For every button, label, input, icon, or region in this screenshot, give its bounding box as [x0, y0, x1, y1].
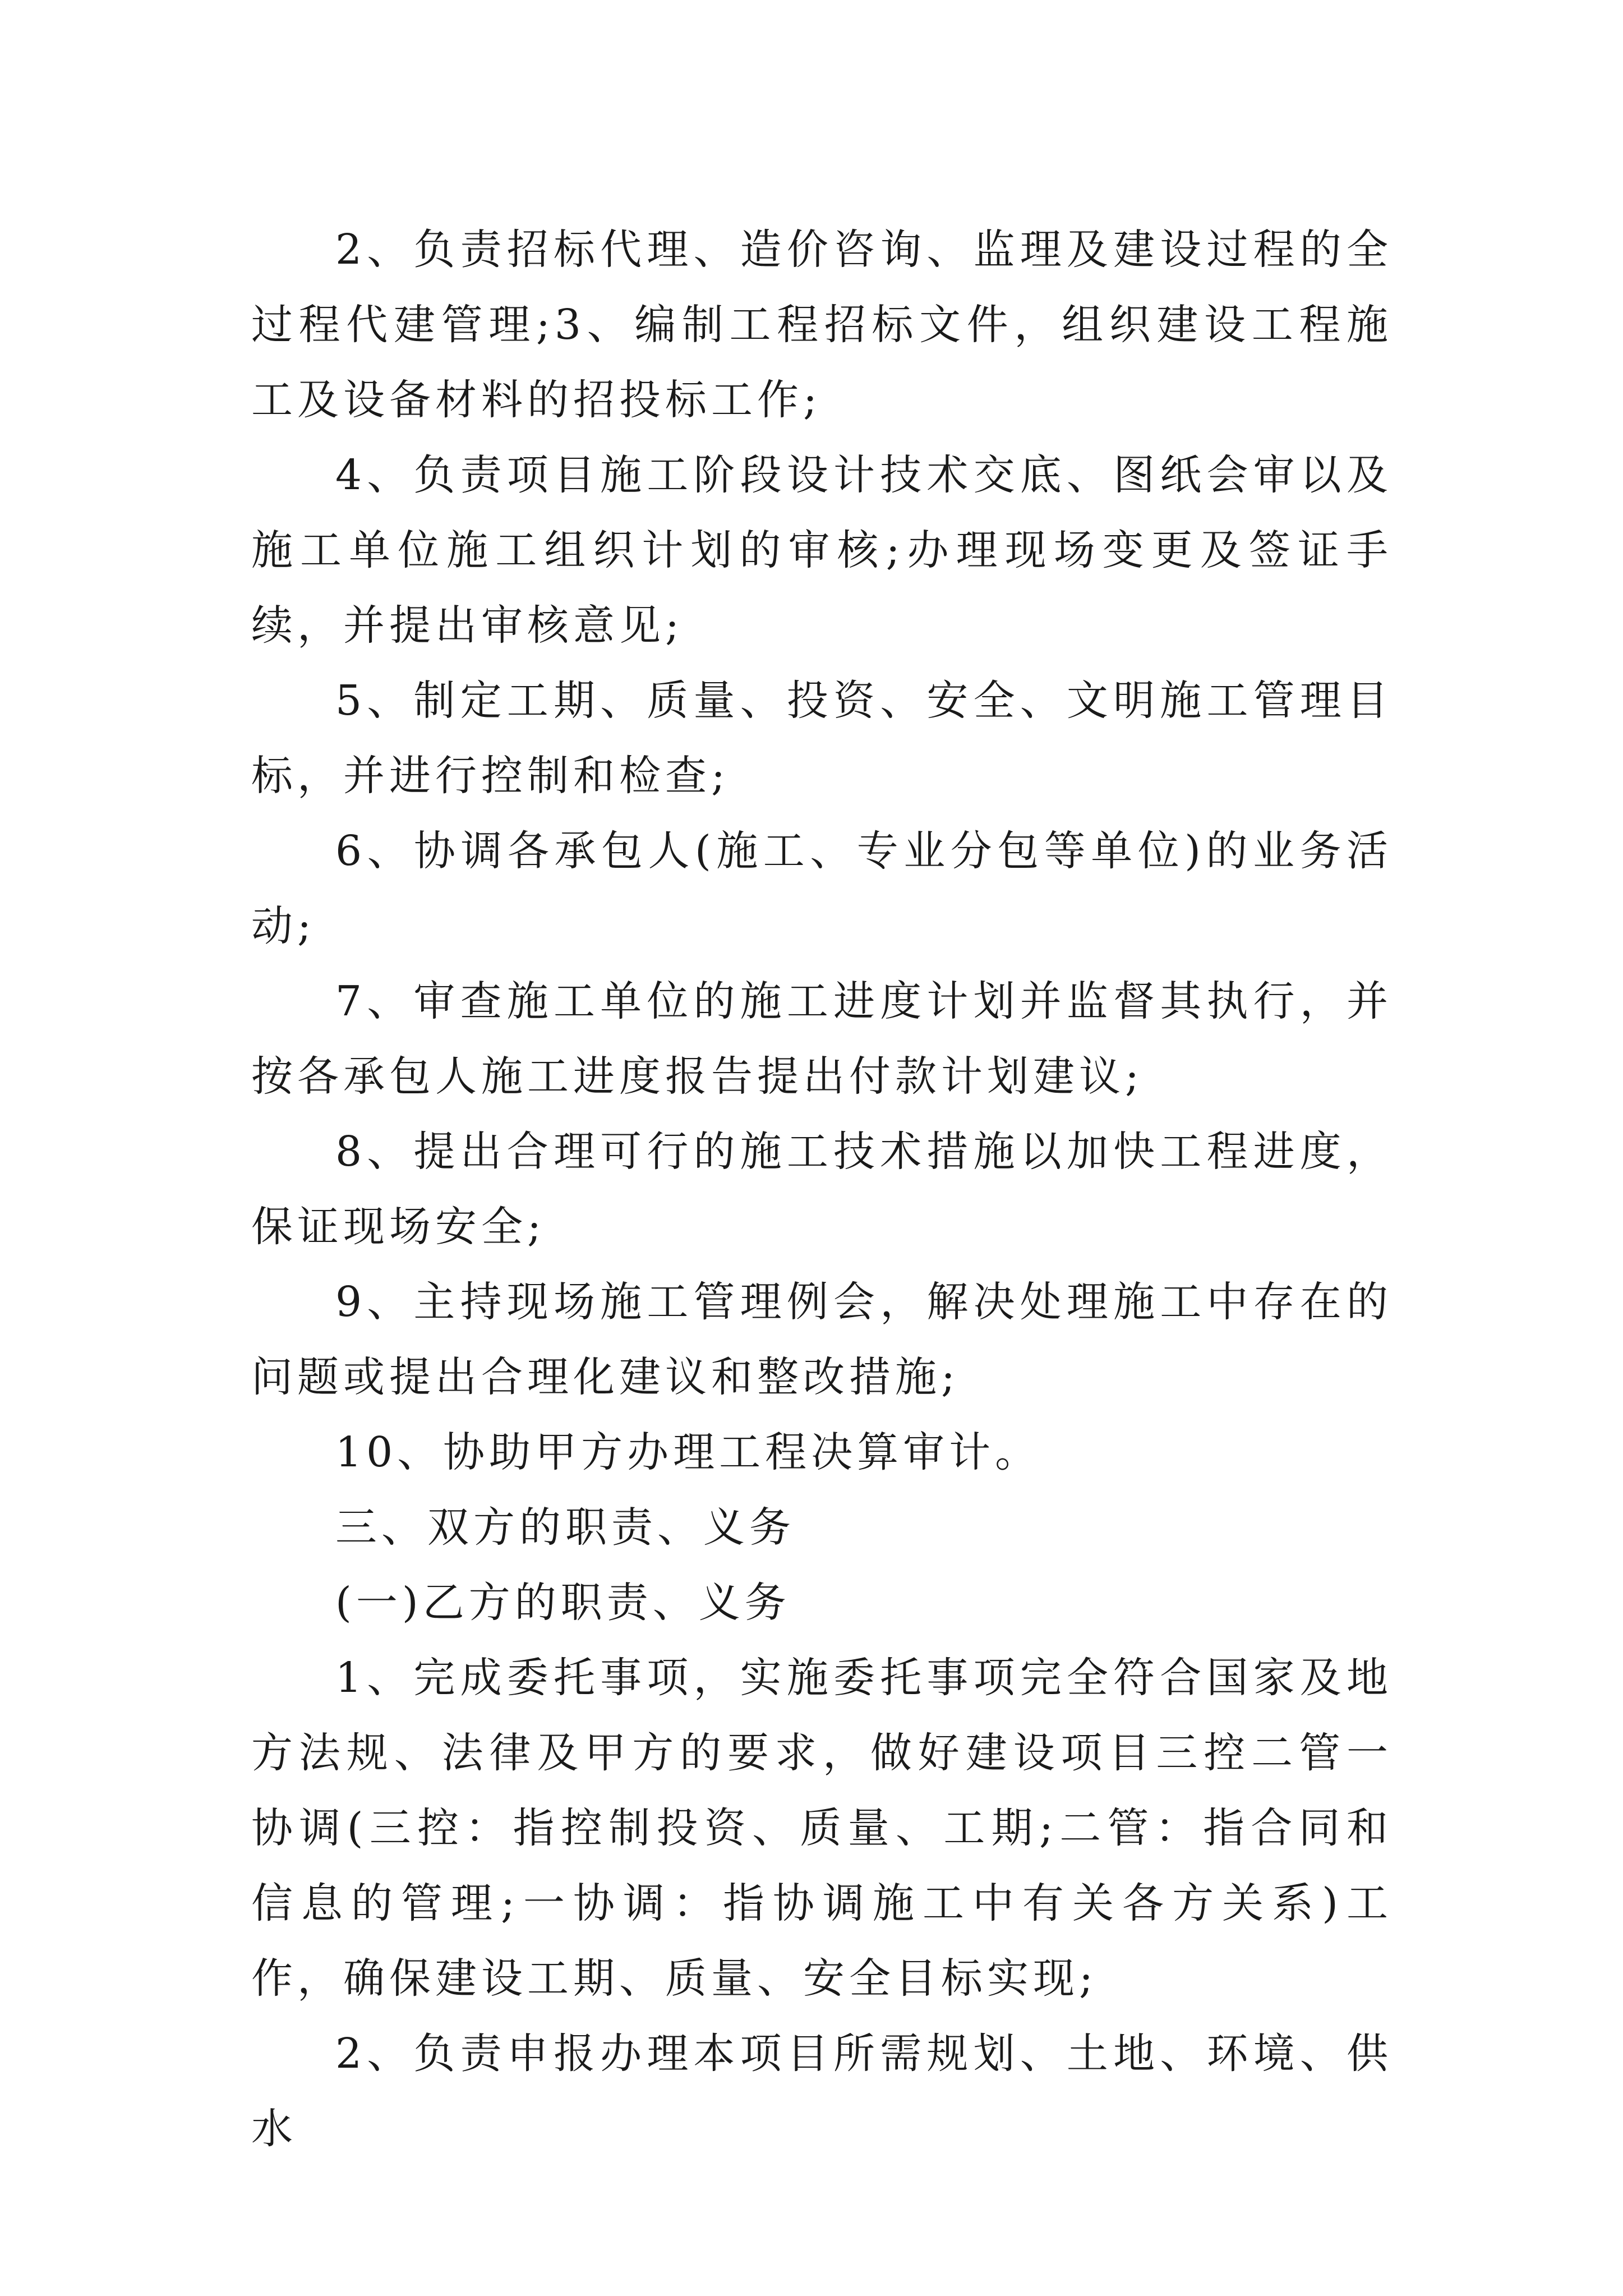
paragraph-item-5: 5、制定工期、质量、投资、安全、文明施工管理目标，并进行控制和检查; — [251, 677, 1393, 800]
paragraph-item-7: 7、审查施工单位的施工进度计划并监督其执行，并按各承包人施工进度报告提出付款计划建议; — [251, 977, 1393, 1101]
paragraph-item-8: 8、提出合理可行的施工技术措施以加快工程进度，保证现场安全; — [251, 1128, 1393, 1251]
paragraph-item-9: 9、主持现场施工管理例会，解决处理施工中存在的问题或提出合理化建议和整改措施; — [251, 1278, 1393, 1401]
paragraph-item-2: 2、负责招标代理、造价咨询、监理及建设过程的全过程代建管理;3、编制工程招标文件，组织建设工程施工及设备材料的招投标工作; — [251, 226, 1393, 424]
section-heading-3: 三、双方的职责、义务 — [335, 1503, 795, 1552]
paragraph-duty-2: 2、负责申报办理本项目所需规划、土地、环境、供水 — [251, 2030, 1393, 2153]
paragraph-item-10: 10、协助甲方办理工程决算审计。 — [335, 1428, 1041, 1476]
subsection-heading-1: (一)乙方的职责、义务 — [335, 1579, 791, 1627]
paragraph-duty-1: 1、完成委托事项，实施委托事项完全符合国家及地方法规、法律及甲方的要求，做好建设项目三控二管一协调(三控：指控制投资、质量、工期;二管：指合同和信息的管理;一协调：指协调施工中有关各方关系)工作，确保建设工期、质量、安全目标实现; — [251, 1654, 1393, 2003]
paragraph-item-4: 4、负责项目施工阶段设计技术交底、图纸会审以及施工单位施工组织计划的审核;办理现场变更及签证手续，并提出审核意见; — [251, 451, 1393, 650]
paragraph-item-6: 6、协调各承包人(施工、专业分包等单位)的业务活动; — [251, 827, 1393, 950]
document-body — [251, 212, 1393, 2166]
